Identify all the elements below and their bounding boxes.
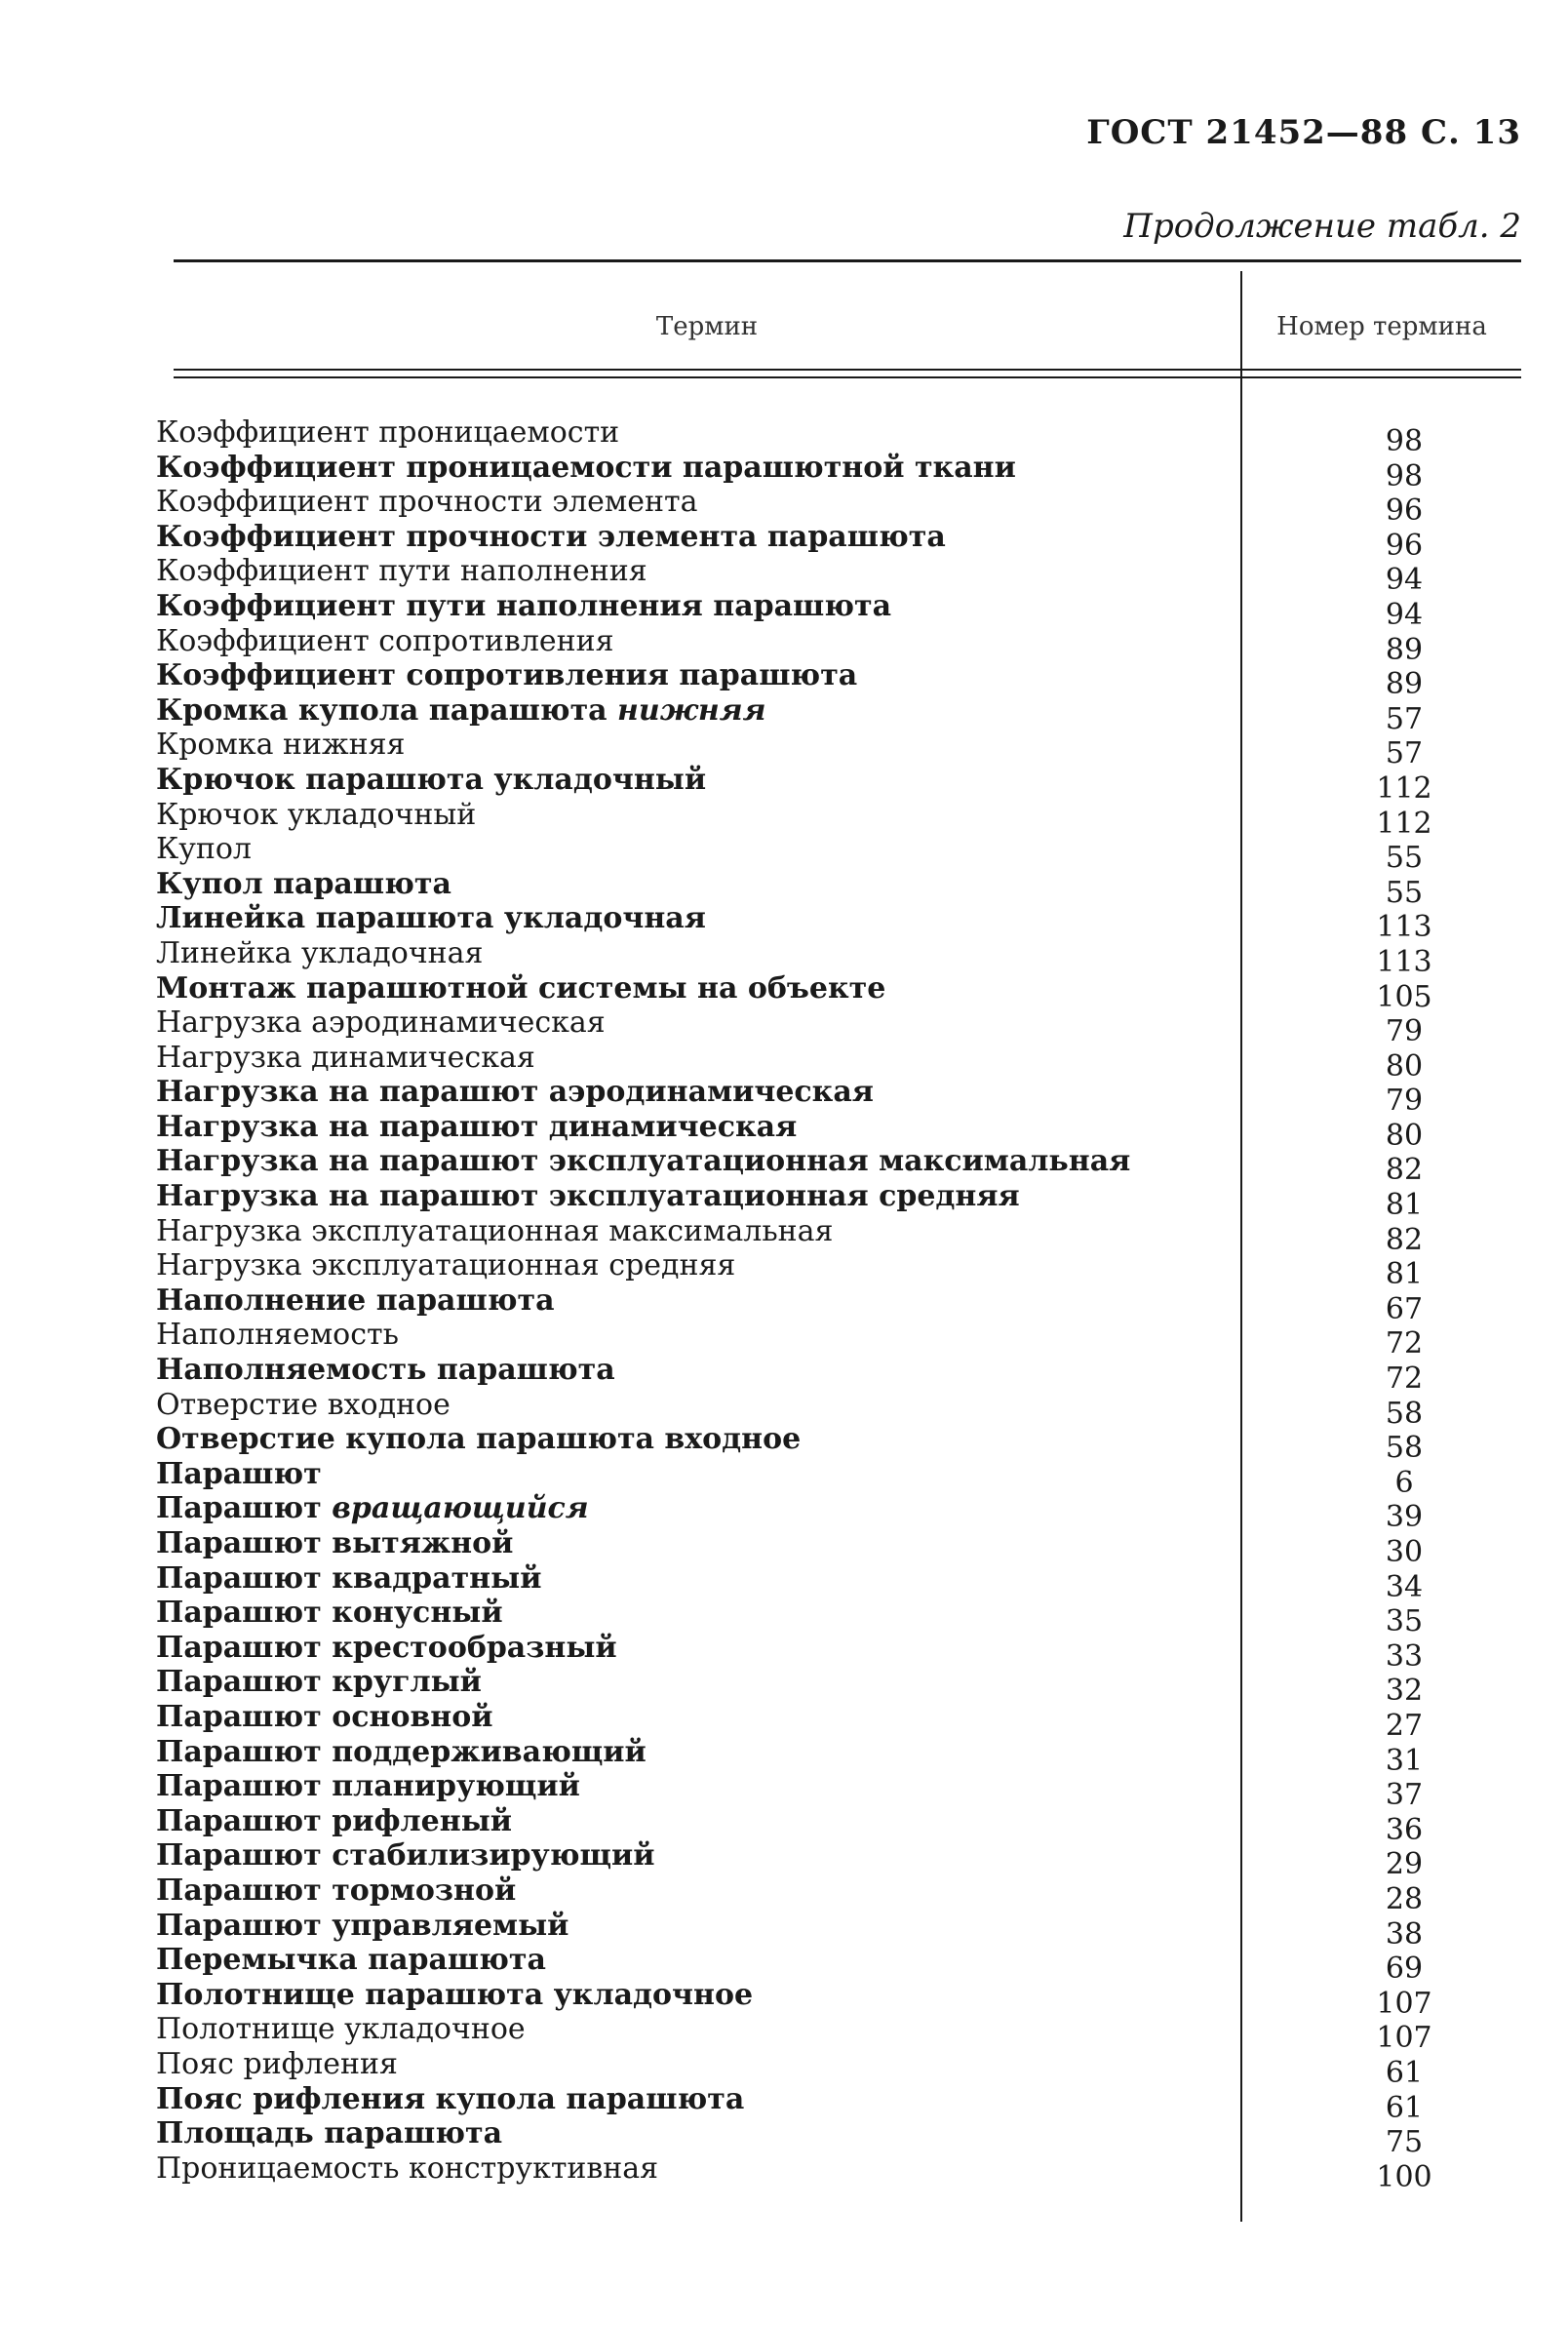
term-part: Парашют bbox=[156, 1456, 322, 1491]
term-text bbox=[156, 1561, 541, 1597]
term-text bbox=[156, 798, 476, 833]
term-part: Кромка купола парашюта bbox=[156, 692, 618, 728]
table-row bbox=[156, 1526, 1521, 1569]
term-text bbox=[156, 867, 451, 902]
term-number: 35 bbox=[1385, 1604, 1424, 1639]
term-text bbox=[156, 1665, 482, 1700]
term-part: Парашют конусный bbox=[156, 1596, 503, 1631]
table-row bbox=[156, 1803, 1521, 1847]
table-row bbox=[156, 935, 1521, 979]
term-text bbox=[156, 2151, 658, 2187]
table-row bbox=[156, 1665, 1521, 1709]
term-text bbox=[156, 763, 706, 798]
term-text bbox=[156, 1596, 503, 1631]
column-header-term: Термин bbox=[655, 312, 759, 341]
table-row bbox=[156, 623, 1521, 667]
column-header-number: Номер термина bbox=[1276, 312, 1487, 341]
term-number: 58 bbox=[1385, 1396, 1424, 1431]
table-row bbox=[156, 1699, 1521, 1743]
term-text bbox=[156, 936, 483, 971]
term-number: 79 bbox=[1385, 1084, 1424, 1119]
term-text bbox=[156, 1388, 451, 1423]
table-row bbox=[156, 1387, 1521, 1431]
term-part: Нагрузка динамическая bbox=[156, 1040, 535, 1075]
term-text bbox=[156, 1700, 493, 1735]
term-number: 27 bbox=[1385, 1708, 1424, 1743]
term-text bbox=[156, 2082, 744, 2117]
term-number: 94 bbox=[1385, 563, 1424, 598]
table-row bbox=[156, 1422, 1521, 1466]
term-text bbox=[156, 901, 706, 936]
table-row bbox=[156, 519, 1521, 563]
term-text bbox=[156, 520, 946, 555]
term-number: 79 bbox=[1385, 1014, 1424, 1049]
term-number: 82 bbox=[1385, 1153, 1424, 1188]
term-number: 96 bbox=[1385, 493, 1424, 529]
term-part: Полотнище парашюта укладочное bbox=[156, 1977, 754, 2012]
term-number: 32 bbox=[1385, 1674, 1424, 1709]
term-number: 81 bbox=[1385, 1188, 1424, 1223]
table-row bbox=[156, 1977, 1521, 2021]
term-number: 96 bbox=[1385, 528, 1424, 563]
table-row bbox=[156, 1353, 1521, 1397]
term-part: Наполняемость парашюта bbox=[156, 1353, 615, 1388]
table-row bbox=[156, 866, 1521, 910]
term-text bbox=[156, 1248, 735, 1283]
term-part: Парашют тормозной bbox=[156, 1873, 517, 1908]
term-part: Парашют рифленый bbox=[156, 1803, 513, 1838]
term-text bbox=[156, 1457, 322, 1492]
table-row bbox=[156, 450, 1521, 493]
term-part: Нагрузка на парашют эксплуатационная максимальная bbox=[156, 1144, 1131, 1179]
term-number: 75 bbox=[1385, 2125, 1424, 2160]
table-row bbox=[156, 485, 1521, 529]
term-part: Полотнище укладочное bbox=[156, 2012, 526, 2047]
table-row bbox=[156, 2081, 1521, 2125]
term-part: Монтаж парашютной системы на объекте bbox=[156, 970, 886, 1006]
table-row bbox=[156, 1248, 1521, 1292]
term-part: Парашют планирующий bbox=[156, 1769, 580, 1804]
term-text bbox=[156, 1214, 833, 1249]
term-text bbox=[156, 1978, 753, 2013]
term-number: 105 bbox=[1376, 979, 1432, 1014]
term-number: 82 bbox=[1385, 1222, 1424, 1257]
table-row bbox=[156, 1040, 1521, 1084]
term-number: 30 bbox=[1385, 1535, 1424, 1569]
table-row bbox=[156, 415, 1521, 458]
table-row bbox=[156, 692, 1521, 736]
term-text bbox=[156, 1041, 535, 1076]
term-number: 69 bbox=[1385, 1952, 1424, 1987]
table-continuation-label: Продолжение табл. 2 bbox=[1123, 207, 1521, 246]
table-row bbox=[156, 1943, 1521, 1987]
term-text bbox=[156, 971, 885, 1006]
term-part: Нагрузка эксплуатационная максимальная bbox=[156, 1213, 834, 1248]
table-row bbox=[156, 1109, 1521, 1153]
term-text bbox=[156, 624, 614, 659]
term-part: Наполнение парашюта bbox=[156, 1282, 555, 1318]
term-number: 61 bbox=[1385, 2090, 1424, 2125]
term-part: Нагрузка аэродинамическая bbox=[156, 1006, 606, 1041]
term-number: 36 bbox=[1385, 1812, 1424, 1847]
term-part: Парашют квадратный bbox=[156, 1560, 542, 1596]
term-number: 89 bbox=[1385, 632, 1424, 667]
term-number: 58 bbox=[1385, 1431, 1424, 1466]
term-number: 112 bbox=[1376, 806, 1432, 841]
table-top-rule bbox=[174, 259, 1521, 262]
term-part: Парашют управляемый bbox=[156, 1908, 569, 1943]
term-part: Парашют стабилизирующий bbox=[156, 1838, 655, 1873]
term-text bbox=[156, 2012, 526, 2047]
table-row bbox=[156, 1282, 1521, 1326]
table-row bbox=[156, 1908, 1521, 1952]
term-text bbox=[156, 1769, 580, 1804]
term-part: Перемычка парашюта bbox=[156, 1943, 546, 1978]
term-text bbox=[156, 415, 619, 451]
term-part: Нагрузка эксплуатационная средняя bbox=[156, 1248, 736, 1283]
term-number: 55 bbox=[1385, 875, 1424, 910]
term-text bbox=[156, 1735, 647, 1770]
term-number: 72 bbox=[1385, 1361, 1424, 1397]
term-part: Парашют поддерживающий bbox=[156, 1734, 647, 1769]
document-code: ГОСТ 21452—88 С. 13 bbox=[1086, 113, 1521, 152]
term-text bbox=[156, 1283, 555, 1319]
term-number: 61 bbox=[1385, 2055, 1424, 2090]
term-text bbox=[156, 2116, 502, 2151]
term-number: 100 bbox=[1376, 2159, 1432, 2194]
term-number: 112 bbox=[1376, 770, 1432, 806]
term-number: 98 bbox=[1385, 424, 1424, 458]
table-row bbox=[156, 762, 1521, 806]
term-number: 33 bbox=[1385, 1638, 1424, 1674]
table-row bbox=[156, 1144, 1521, 1188]
table-row bbox=[156, 2116, 1521, 2160]
table-row bbox=[156, 1769, 1521, 1813]
term-number: 39 bbox=[1385, 1500, 1424, 1535]
table-row bbox=[156, 1596, 1521, 1639]
term-part: Купол парашюта bbox=[156, 866, 451, 901]
term-number: 113 bbox=[1376, 944, 1432, 979]
table-row bbox=[156, 1318, 1521, 1361]
term-number: 67 bbox=[1385, 1291, 1424, 1326]
term-part: Линейка парашюта укладочная bbox=[156, 901, 706, 936]
table-row bbox=[156, 970, 1521, 1014]
term-text bbox=[156, 1491, 589, 1526]
term-text bbox=[156, 1909, 568, 1944]
term-number: 28 bbox=[1385, 1881, 1424, 1916]
term-text bbox=[156, 832, 252, 867]
term-text bbox=[156, 728, 405, 763]
term-text bbox=[156, 693, 766, 729]
term-text bbox=[156, 658, 857, 693]
term-part: Линейка укладочная bbox=[156, 935, 484, 970]
term-text bbox=[156, 1631, 617, 1666]
term-number: 55 bbox=[1385, 841, 1424, 876]
term-number: 80 bbox=[1385, 1048, 1424, 1084]
term-text bbox=[156, 1804, 512, 1839]
header-double-rule bbox=[174, 369, 1521, 378]
term-number: 94 bbox=[1385, 597, 1424, 632]
term-part: Коэффициент сопротивления bbox=[156, 623, 614, 658]
term-part-italic: нижняя bbox=[617, 692, 766, 728]
term-text bbox=[156, 1422, 801, 1457]
term-text bbox=[156, 1179, 1020, 1214]
table-row bbox=[156, 901, 1521, 945]
table-row bbox=[156, 728, 1521, 771]
table-row bbox=[156, 797, 1521, 841]
term-part: Коэффициент прочности элемента bbox=[156, 485, 698, 520]
term-part: Коэффициент сопротивления парашюта bbox=[156, 658, 858, 693]
table-row bbox=[156, 1213, 1521, 1257]
term-number: 34 bbox=[1385, 1569, 1424, 1604]
term-text bbox=[156, 1318, 399, 1353]
term-text bbox=[156, 1838, 654, 1873]
term-number: 98 bbox=[1385, 458, 1424, 493]
term-part: Отверстие купола парашюта входное bbox=[156, 1422, 802, 1457]
term-part: Парашют вытяжной bbox=[156, 1526, 514, 1560]
term-part: Крючок парашюта укладочный bbox=[156, 762, 707, 797]
term-text bbox=[156, 1353, 615, 1388]
term-text bbox=[156, 1144, 1130, 1179]
term-number: 107 bbox=[1376, 2021, 1432, 2056]
term-number: 29 bbox=[1385, 1847, 1424, 1882]
term-part: Отверстие входное bbox=[156, 1387, 451, 1422]
term-part: Крючок укладочный bbox=[156, 797, 477, 832]
term-text bbox=[156, 1006, 606, 1041]
term-part: Площадь парашюта bbox=[156, 2116, 503, 2151]
term-number: 107 bbox=[1376, 1986, 1432, 2021]
term-number: 31 bbox=[1385, 1743, 1424, 1778]
term-part: Коэффициент пути наполнения парашюта bbox=[156, 588, 892, 623]
term-part: Нагрузка на парашют динамическая bbox=[156, 1109, 798, 1144]
term-number: 89 bbox=[1385, 667, 1424, 702]
table-row bbox=[156, 1873, 1521, 1916]
table-row bbox=[156, 1838, 1521, 1882]
table-row bbox=[156, 1560, 1521, 1604]
term-part: Парашют крестообразный bbox=[156, 1630, 617, 1665]
term-text bbox=[156, 485, 697, 520]
term-part: Парашют основной bbox=[156, 1699, 493, 1734]
table-row bbox=[156, 588, 1521, 632]
table-row bbox=[156, 2046, 1521, 2090]
term-text bbox=[156, 1075, 874, 1110]
term-text bbox=[156, 451, 1016, 486]
term-part: Пояс рифления купола парашюта bbox=[156, 2081, 745, 2116]
term-part: Нагрузка на парашют аэродинамическая bbox=[156, 1075, 874, 1110]
table-row bbox=[156, 1491, 1521, 1535]
term-list bbox=[156, 415, 1521, 2194]
term-part: Парашют bbox=[156, 1491, 333, 1526]
table-row bbox=[156, 658, 1521, 702]
table-row bbox=[156, 1630, 1521, 1674]
term-number: 38 bbox=[1385, 1916, 1424, 1952]
term-number: 72 bbox=[1385, 1326, 1424, 1361]
term-text bbox=[156, 1873, 516, 1909]
table-row bbox=[156, 1179, 1521, 1223]
table-row bbox=[156, 1006, 1521, 1049]
term-number: 113 bbox=[1376, 910, 1432, 945]
term-number: 80 bbox=[1385, 1118, 1424, 1153]
term-part-italic: вращающийся bbox=[332, 1491, 589, 1526]
term-part: Наполняемость bbox=[156, 1318, 399, 1353]
term-part: Проницаемость конструктивная bbox=[156, 2150, 659, 2186]
term-part: Купол bbox=[156, 832, 252, 867]
table-row bbox=[156, 832, 1521, 876]
term-text bbox=[156, 589, 891, 624]
table-row bbox=[156, 1456, 1521, 1500]
term-text bbox=[156, 2047, 398, 2082]
term-part: Нагрузка на парашют эксплуатационная средняя bbox=[156, 1179, 1020, 1214]
term-text bbox=[156, 1526, 513, 1561]
term-part: Коэффициент проницаемости парашютной ткани bbox=[156, 450, 1016, 485]
table-row bbox=[156, 1075, 1521, 1119]
term-number: 57 bbox=[1385, 736, 1424, 771]
term-part: Пояс рифления bbox=[156, 2046, 398, 2081]
term-part: Кромка нижняя bbox=[156, 728, 406, 763]
term-text bbox=[156, 1943, 546, 1978]
table-row bbox=[156, 2012, 1521, 2056]
table-row bbox=[156, 554, 1521, 598]
term-part: Коэффициент проницаемости bbox=[156, 415, 620, 450]
term-number: 37 bbox=[1385, 1778, 1424, 1813]
table-row bbox=[156, 1734, 1521, 1778]
term-text bbox=[156, 554, 647, 589]
term-part: Коэффициент пути наполнения bbox=[156, 554, 647, 589]
table-row bbox=[156, 2150, 1521, 2194]
term-number: 57 bbox=[1385, 701, 1424, 736]
term-part: Коэффициент прочности элемента парашюта bbox=[156, 519, 946, 554]
term-number: 6 bbox=[1394, 1465, 1414, 1500]
term-text bbox=[156, 1110, 797, 1145]
term-part: Парашют круглый bbox=[156, 1665, 482, 1700]
term-number: 81 bbox=[1385, 1257, 1424, 1292]
